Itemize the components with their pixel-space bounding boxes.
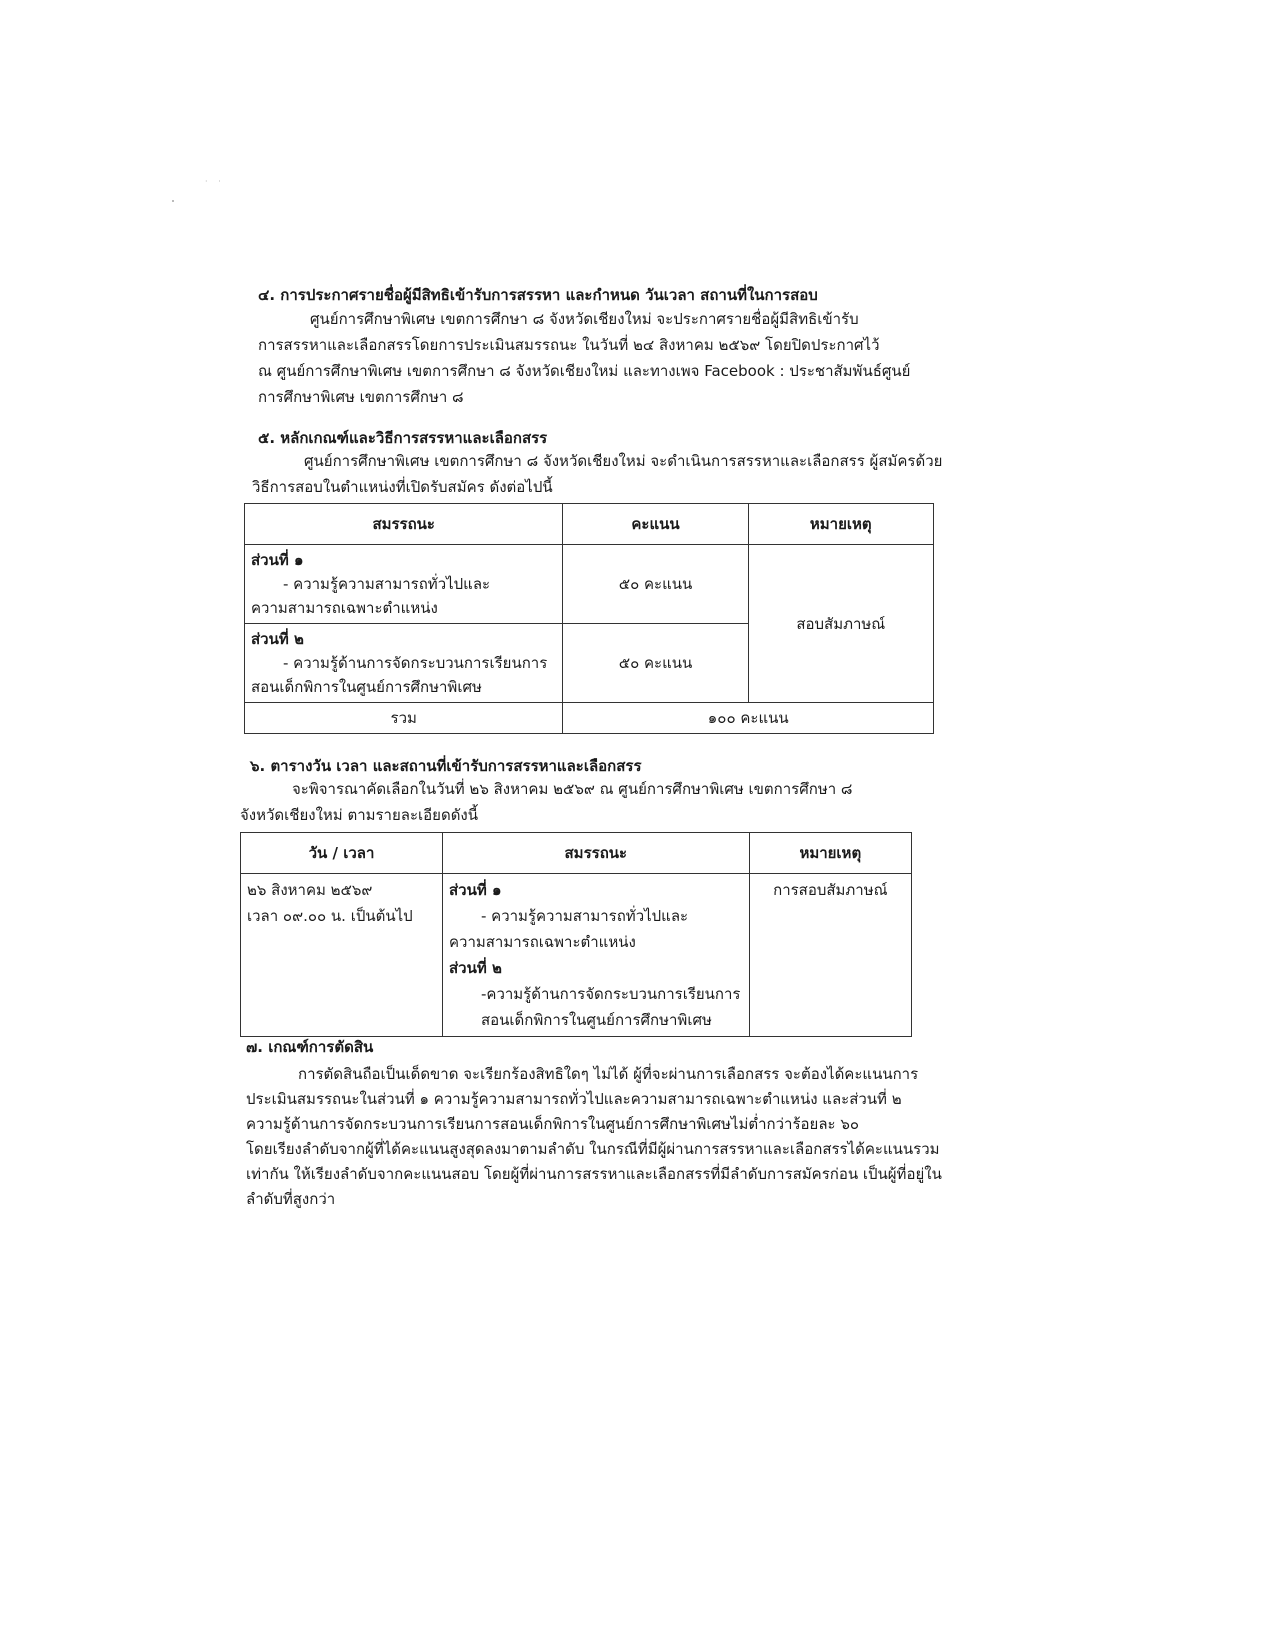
total-score-cell: ๑๐๐ คะแนน: [563, 703, 934, 734]
paragraph-line: ณ ศูนย์การศึกษาพิเศษ เขตการศึกษา ๘ จังหวัดเชียงใหม่ และทางเพจ Facebook : ประชาสัมพันธ์ศูนย์: [258, 362, 911, 380]
competency-cell: [245, 545, 563, 624]
remark-cell: สอบสัมภาษณ์: [748, 545, 933, 703]
section-6-heading: ๖. ตารางวัน เวลา และสถานที่เข้ารับการสรรหาและเลือกสรร: [250, 757, 642, 775]
table-header: คะแนน: [563, 504, 748, 545]
competency-item: - ความรู้ด้านการจัดกระบวนการเรียนการ: [283, 654, 548, 672]
total-label-cell: รวม: [245, 703, 563, 734]
paragraph-line: ลำดับที่สูงกว่า: [246, 1190, 336, 1208]
paragraph-line: ศูนย์การศึกษาพิเศษ เขตการศึกษา ๘ จังหวัดเชียงใหม่ จะประกาศรายชื่อผู้มีสิทธิเข้ารับ: [310, 310, 859, 328]
paragraph-line: วิธีการสอบในตำแหน่งที่เปิดรับสมัคร ดังต่อไปนี้: [252, 478, 553, 496]
scan-speck: [172, 200, 174, 202]
score-cell: ๕๐ คะแนน: [563, 624, 748, 703]
paragraph-line: จะพิจารณาคัดเลือกในวันที่ ๒๖ สิงหาคม ๒๕๖๙ ณ ศูนย์การศึกษาพิเศษ เขตการศึกษา ๘: [292, 780, 853, 798]
table-header: สมรรถนะ: [245, 504, 563, 545]
section-5-paragraph: [252, 448, 952, 500]
paragraph-line: ประเมินสมรรถนะในส่วนที่ ๑ ความรู้ความสามารถทั่วไปและความสามารถเฉพาะตำแหน่ง และส่วนที่ ๒: [246, 1090, 902, 1108]
table-row: [245, 545, 934, 624]
paragraph-line: การตัดสินถือเป็นเด็ดขาด จะเรียกร้องสิทธิใดๆ ไม่ได้ ผู้ที่จะผ่านการเลือกสรร จะต้องได้คะแนนการ: [298, 1065, 919, 1083]
paragraph-line: ความรู้ด้านการจัดกระบวนการเรียนการสอนเด็กพิการในศูนย์การศึกษาพิเศษไม่ต่ำกว่าร้อยละ ๖๐: [246, 1115, 860, 1133]
paragraph-line: ศูนย์การศึกษาพิเศษ เขตการศึกษา ๘ จังหวัดเชียงใหม่ จะดำเนินการสรรหาและเลือกสรร ผู้สมัครด้วย: [304, 452, 943, 470]
section-6-paragraph: [240, 776, 940, 828]
competency-item-cont: สอนเด็กพิการในศูนย์การศึกษาพิเศษ: [481, 1011, 712, 1029]
competency-item-cont: ความสามารถเฉพาะตำแหน่ง: [251, 599, 438, 617]
score-cell: ๕๐ คะแนน: [563, 545, 748, 624]
section-4-heading: ๔. การประกาศรายชื่อผู้มีสิทธิเข้ารับการสรรหา และกำหนด วันเวลา สถานที่ในการสอบ: [258, 286, 818, 304]
criteria-table: [244, 503, 934, 734]
table-header: สมรรถนะ: [443, 833, 750, 874]
competency-item: -ความรู้ด้านการจัดกระบวนการเรียนการ: [481, 985, 741, 1003]
scan-speck: · ·: [205, 177, 225, 186]
remark-cell: การสอบสัมภาษณ์: [749, 874, 911, 1037]
competency-item: - ความรู้ความสามารถทั่วไปและ: [283, 575, 491, 593]
date-text: ๒๖ สิงหาคม ๒๕๖๙: [247, 881, 373, 899]
competency-item: - ความรู้ความสามารถทั่วไปและ: [481, 907, 689, 925]
schedule-table: [240, 832, 912, 1037]
part-label: ส่วนที่ ๑: [251, 551, 304, 569]
table-header: หมายเหตุ: [748, 504, 933, 545]
competency-cell: [245, 624, 563, 703]
table-row: [241, 874, 912, 1037]
section-4-paragraph: [258, 306, 958, 410]
competency-item-cont: สอนเด็กพิการในศูนย์การศึกษาพิเศษ: [251, 678, 482, 696]
part-label: ส่วนที่ ๒: [449, 959, 502, 977]
paragraph-line: โดยเรียงลำดับจากผู้ที่ได้คะแนนสูงสุดลงมาตามลำดับ ในกรณีที่มีผู้ผ่านการสรรหาและเลือกสรรได้คะแนนรวม: [246, 1140, 940, 1158]
paragraph-line: การสรรหาและเลือกสรรโดยการประเมินสมรรถนะ ในวันที่ ๒๔ สิงหาคม ๒๕๖๙ โดยปิดประกาศไว้: [258, 336, 880, 354]
part-label: ส่วนที่ ๑: [449, 881, 502, 899]
section-5-heading: ๕. หลักเกณฑ์และวิธีการสรรหาและเลือกสรร: [258, 429, 548, 447]
datetime-cell: [241, 874, 443, 1037]
time-text: เวลา ๐๙.๐๐ น. เป็นต้นไป: [247, 907, 413, 925]
paragraph-line: จังหวัดเชียงใหม่ ตามรายละเอียดดังนี้: [240, 806, 479, 824]
section-7-heading: ๗. เกณฑ์การตัดสิน: [246, 1038, 374, 1056]
paragraph-line: เท่ากัน ให้เรียงลำดับจากคะแนนสอบ โดยผู้ที่ผ่านการสรรหาและเลือกสรรที่มีลำดับการสมัครก่อน เป็นผู้ที่อยู่ใน: [246, 1165, 942, 1183]
table-header: วัน / เวลา: [241, 833, 443, 874]
table-row: [245, 703, 934, 734]
competency-cell: [443, 874, 750, 1037]
paragraph-line: การศึกษาพิเศษ เขตการศึกษา ๘: [258, 388, 464, 406]
section-7-paragraph: [246, 1062, 946, 1212]
part-label: ส่วนที่ ๒: [251, 630, 304, 648]
competency-item-cont: ความสามารถเฉพาะตำแหน่ง: [449, 933, 636, 951]
table-header: หมายเหตุ: [749, 833, 911, 874]
